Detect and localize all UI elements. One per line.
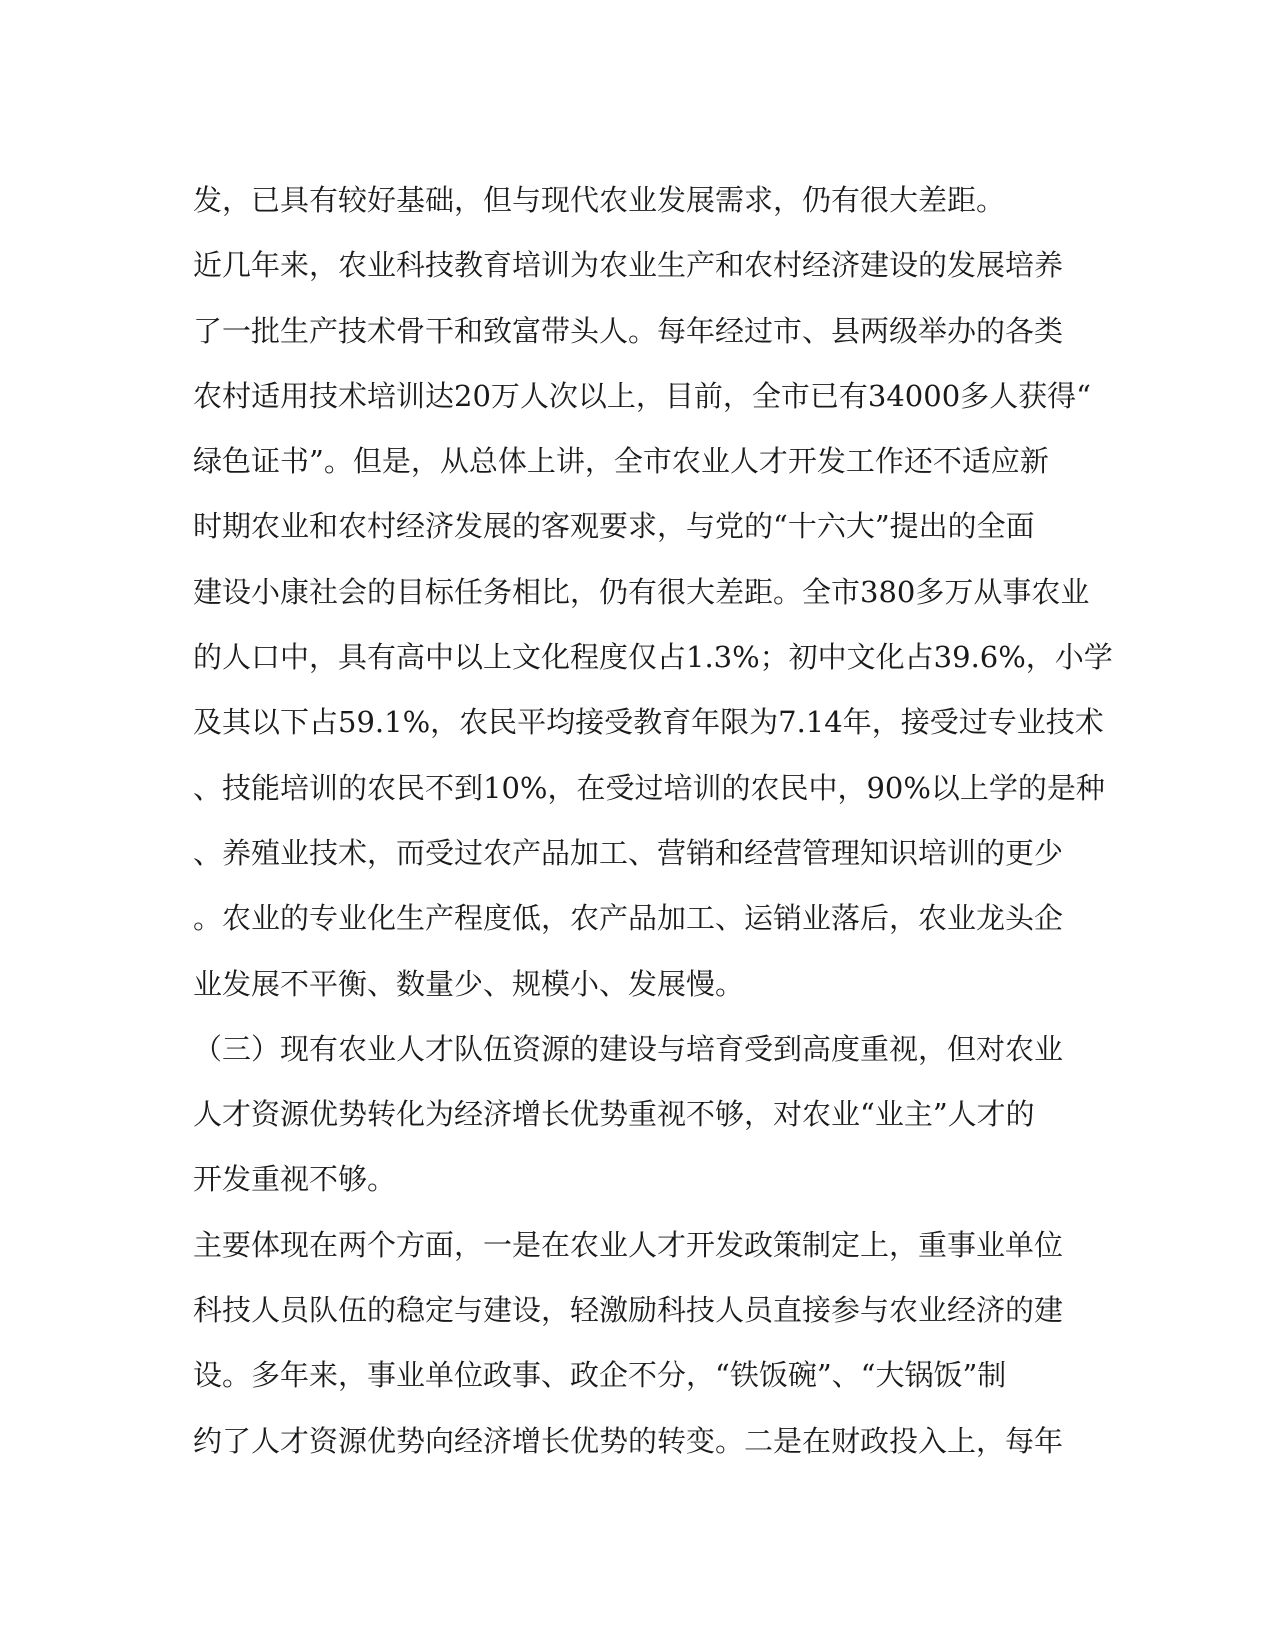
text-line: 了一批生产技术骨干和致富带头人。每年经过市、县两级举办的各类 xyxy=(193,313,1064,348)
text-line: 科技人员队伍的稳定与建设，轻激励科技人员直接参与农业经济的建 xyxy=(193,1293,1064,1328)
section-heading: （三）现有农业人才队伍资源的建设与培育受到高度重视，但对农业 xyxy=(193,1031,1064,1066)
text-line: 发，已具有较好基础，但与现代农业发展需求，仍有很大差距。 xyxy=(193,183,1006,217)
text-line: 及其以下占59.1%，农民平均接受教育年限为7.14年，接受过专业技术 xyxy=(193,705,1104,740)
text-line: 绿色证书”。但是，从总体上讲，全市农业人才开发工作还不适应新 xyxy=(193,444,1049,479)
text-line: 业发展不平衡、数量少、规模小、发展慢。 xyxy=(193,966,745,1001)
text-line: 近几年来，农业科技教育培训为农业生产和农村经济建设的发展培养 xyxy=(193,248,1064,283)
body-text xyxy=(193,168,1113,1474)
text-line: 的人口中，具有高中以上文化程度仅占1.3%；初中文化占39.6%，小学 xyxy=(193,640,1113,675)
text-line: 主要体现在两个方面，一是在农业人才开发政策制定上，重事业单位 xyxy=(193,1227,1064,1262)
text-line: 建设小康社会的目标任务相比，仍有很大差距。全市380多万从事农业 xyxy=(193,574,1090,609)
text-line: 、技能培训的农民不到10%，在受过培训的农民中，90%以上学的是种 xyxy=(193,770,1105,805)
text-line: 农村适用技术培训达20万人次以上，目前，全市已有34000多人获得“ xyxy=(193,378,1091,413)
text-line: 。农业的专业化生产程度低，农产品加工、运销业落后，农业龙头企 xyxy=(193,901,1064,936)
text-line: 设。多年来，事业单位政事、政企不分，“铁饭碗”、“大锅饭”制 xyxy=(193,1358,1007,1393)
text-line: 约了人才资源优势向经济增长优势的转变。二是在财政投入上，每年 xyxy=(193,1423,1064,1458)
text-line: 、养殖业技术，而受过农产品加工、营销和经营管理知识培训的更少 xyxy=(193,835,1064,870)
text-line: 人才资源优势转化为经济增长优势重视不够，对农业“业主”人才的 xyxy=(193,1097,1035,1132)
text-line: 开发重视不够。 xyxy=(193,1162,397,1197)
text-line: 时期农业和农村经济发展的客观要求，与党的“十六大”提出的全面 xyxy=(193,509,1035,544)
